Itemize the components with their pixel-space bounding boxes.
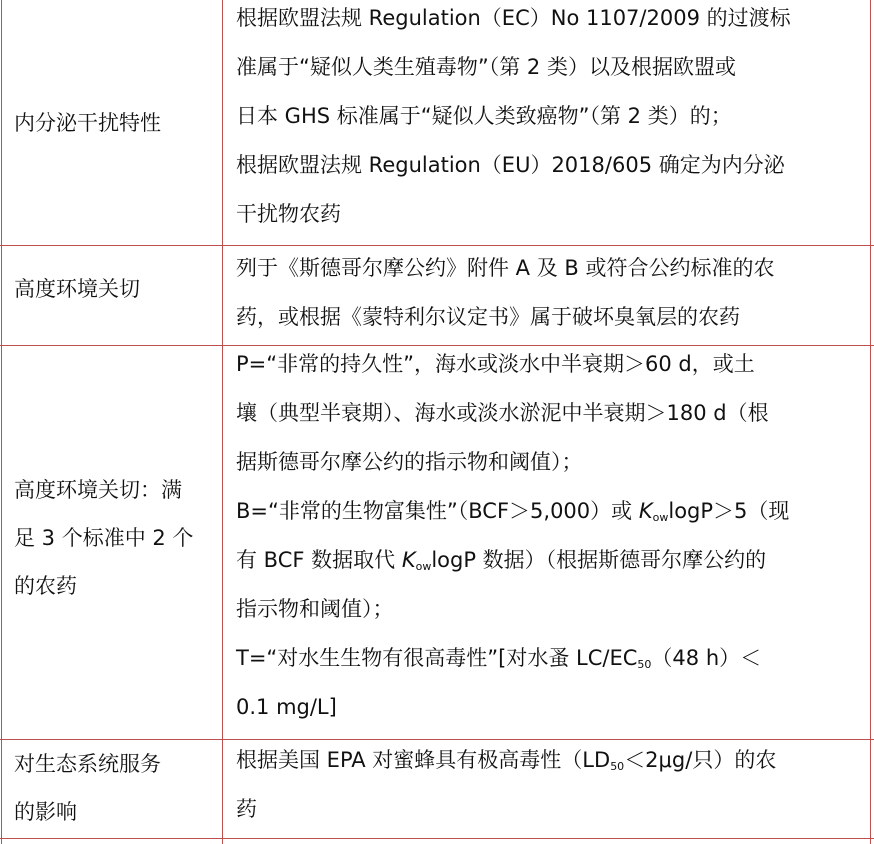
row-label	[14, 0, 214, 245]
content-line	[236, 536, 864, 585]
row-label-text: 高度环境关切	[14, 277, 140, 301]
content-line: 药，或根据《蒙特利尔议定书》属于破坏臭氧层的农药	[236, 305, 740, 329]
row-label-line: 的农药	[14, 574, 77, 598]
k-symbol: K	[638, 499, 653, 523]
row-content	[236, 0, 864, 239]
table-row	[0, 246, 874, 345]
content-line: 列于《斯德哥尔摩公约》附件 A 及 B 或符合公约标准的农	[236, 256, 775, 280]
table-row	[0, 0, 874, 245]
text-segment: （48 h）＜	[651, 646, 762, 670]
content-line: P=“非常的持久性”，海水或淡水中半衰期＞60 d，或土	[236, 352, 755, 376]
table-row	[0, 346, 874, 739]
content-line	[236, 487, 864, 536]
content-line: 干扰物农药	[236, 202, 341, 226]
content-line: 药	[236, 797, 257, 821]
text-segment: logP＞5（现	[668, 499, 790, 523]
subscript: 50	[637, 658, 652, 671]
content-line: 根据欧盟法规 Regulation（EU）2018/605 确定为内分泌	[236, 153, 785, 177]
row-divider	[0, 838, 874, 839]
row-label	[14, 246, 214, 332]
row-content	[236, 244, 864, 342]
content-line: 0.1 mg/L]	[236, 695, 337, 719]
row-label-line: 足 3 个标准中 2 个	[14, 526, 194, 550]
content-line	[236, 736, 864, 785]
text-segment: 根据美国 EPA 对蜜蜂具有极高毒性（LD	[236, 748, 611, 772]
subscript: ow	[415, 560, 432, 573]
text-segment: B=“非常的生物富集性”（BCF＞5,000）或	[236, 499, 639, 523]
row-label	[14, 740, 214, 836]
content-line	[236, 634, 864, 683]
k-symbol: K	[401, 548, 416, 572]
row-label-line: 高度环境关切：满	[14, 478, 182, 502]
text-segment: 有 BCF 数据取代	[236, 548, 402, 572]
content-line: 准属于“疑似人类生殖毒物”（第 2 类）以及根据欧盟或	[236, 55, 736, 79]
content-line: 根据欧盟法规 Regulation（EC）No 1107/2009 的过渡标	[236, 6, 791, 30]
row-label-text: 内分泌干扰特性	[14, 110, 161, 135]
subscript: ow	[652, 511, 669, 524]
content-line: 壤（典型半衰期）、海水或淡水淤泥中半衰期＞180 d（根	[236, 401, 769, 425]
content-line: 指示物和阈值）；	[236, 597, 394, 621]
table-row	[0, 740, 874, 838]
row-content	[236, 340, 864, 732]
row-label-line: 对生态系统服务	[14, 752, 161, 776]
content-line: 据斯德哥尔摩公约的指示物和阈值）；	[236, 450, 583, 474]
row-label-line: 的影响	[14, 800, 77, 824]
text-segment: logP 数据）（根据斯德哥尔摩公约的	[431, 548, 767, 572]
row-label	[14, 466, 214, 610]
subscript: 50	[610, 760, 625, 773]
text-segment: ＜2μg/只）的农	[624, 748, 777, 772]
text-segment: T=“对水生生物有很高毒性”[对水蚤 LC/EC	[236, 646, 638, 670]
row-content	[236, 736, 864, 834]
content-line: 日本 GHS 标准属于“疑似人类致癌物”（第 2 类）的；	[236, 104, 732, 128]
